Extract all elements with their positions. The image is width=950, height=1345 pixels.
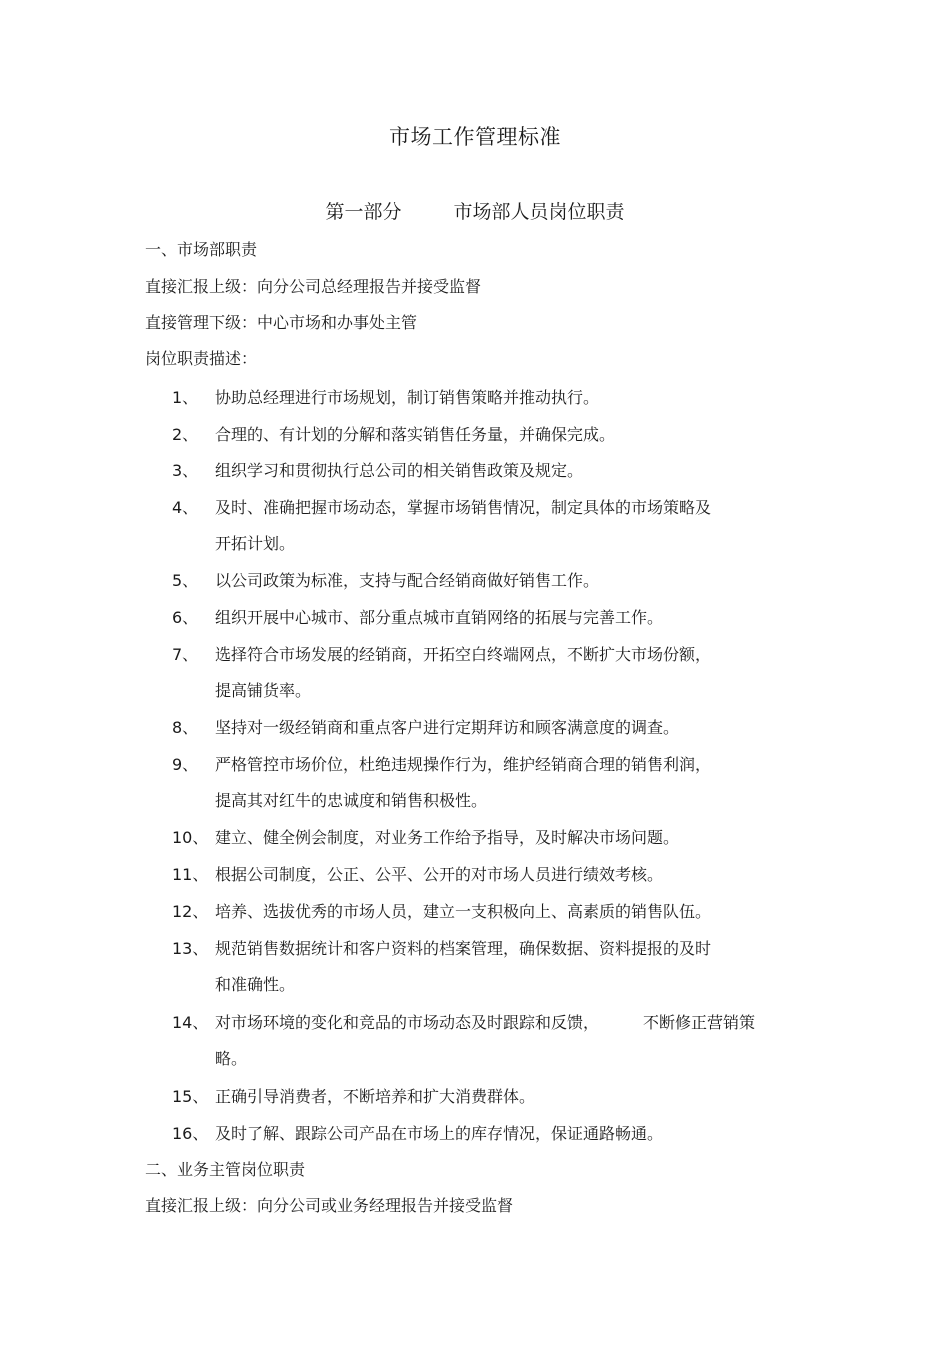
duty-item-14 bbox=[172, 1011, 755, 1035]
duty-item-number: 9、 bbox=[172, 755, 199, 774]
section2-heading: 二、业务主管岗位职责 bbox=[145, 1160, 306, 1179]
duty-item-text: 以公司政策为标准，支持与配合经销商做好销售工作。 bbox=[215, 571, 600, 590]
duty-item-number: 15、 bbox=[172, 1087, 209, 1106]
duty-item-text: 规范销售数据统计和客户资料的档案管理，确保数据、资料提报的及时 bbox=[215, 939, 712, 958]
duty-item-text: 及时、准确把握市场动态，掌握市场销售情况，制定具体的市场策略及 bbox=[215, 498, 712, 517]
duty-item-text: 根据公司制度，公正、公平、公开的对市场人员进行绩效考核。 bbox=[215, 865, 664, 884]
duty-item-number: 4、 bbox=[172, 498, 199, 517]
section1-manage: 直接管理下级：中心市场和办事处主管 bbox=[145, 313, 418, 332]
duty-item-number: 7、 bbox=[172, 645, 199, 664]
duty-item-16 bbox=[172, 1122, 663, 1146]
section1-desc-label: 岗位职责描述： bbox=[145, 349, 258, 368]
duty-item-text: 合理的、有计划的分解和落实销售任务量，并确保完成。 bbox=[215, 425, 616, 444]
duty-item-7-continuation: 提高铺货率。 bbox=[215, 681, 312, 700]
duty-item-15 bbox=[172, 1085, 535, 1109]
duty-item-4-continuation: 开拓计划。 bbox=[215, 534, 296, 553]
duty-item-number: 13、 bbox=[172, 939, 209, 958]
part-name: 市场部人员岗位职责 bbox=[453, 201, 625, 223]
duty-item-7 bbox=[172, 643, 711, 667]
duty-item-9-continuation: 提高其对红牛的忠诚度和销售积极性。 bbox=[215, 791, 488, 810]
duty-item-text: 对市场环境的变化和竞品的市场动态及时跟踪和反馈， bbox=[215, 1013, 600, 1032]
duty-item-number: 2、 bbox=[172, 425, 199, 444]
part-label: 第一部分 bbox=[325, 201, 402, 223]
duty-item-5 bbox=[172, 569, 599, 593]
duty-item-13 bbox=[172, 937, 711, 961]
duty-item-text-2: 不断修正营销策 bbox=[643, 1013, 756, 1032]
duty-item-number: 3、 bbox=[172, 461, 199, 480]
duty-item-number: 10、 bbox=[172, 828, 209, 847]
section1-report-to: 直接汇报上级：向分公司总经理报告并接受监督 bbox=[145, 277, 482, 296]
duty-item-13-continuation: 和准确性。 bbox=[215, 975, 296, 994]
duty-item-12 bbox=[172, 900, 711, 924]
duty-item-number: 5、 bbox=[172, 571, 199, 590]
duty-item-text: 选择符合市场发展的经销商，开拓空白终端网点，不断扩大市场份额， bbox=[215, 645, 712, 664]
duty-item-text: 建立、健全例会制度，对业务工作给予指导，及时解决市场问题。 bbox=[215, 828, 680, 847]
section2-report-to: 直接汇报上级：向分公司或业务经理报告并接受监督 bbox=[145, 1196, 514, 1215]
duty-item-3 bbox=[172, 459, 583, 483]
duty-item-text: 协助总经理进行市场规划，制订销售策略并推动执行。 bbox=[215, 388, 600, 407]
duty-item-4 bbox=[172, 496, 711, 520]
duty-item-text: 培养、选拔优秀的市场人员，建立一支积极向上、高素质的销售队伍。 bbox=[215, 902, 712, 921]
duty-item-2 bbox=[172, 423, 615, 447]
duty-item-8 bbox=[172, 716, 679, 740]
duty-item-11 bbox=[172, 863, 663, 887]
duty-item-9 bbox=[172, 753, 711, 777]
duty-item-1 bbox=[172, 386, 599, 410]
duty-item-number: 8、 bbox=[172, 718, 199, 737]
duty-item-number: 12、 bbox=[172, 902, 209, 921]
duty-item-text: 坚持对一级经销商和重点客户进行定期拜访和顾客满意度的调查。 bbox=[215, 718, 680, 737]
duty-item-number: 16、 bbox=[172, 1124, 209, 1143]
duty-item-number: 1、 bbox=[172, 388, 199, 407]
duty-item-number: 14、 bbox=[172, 1013, 209, 1032]
part-title bbox=[0, 198, 950, 226]
duty-item-10 bbox=[172, 826, 679, 850]
duty-item-6 bbox=[172, 606, 663, 630]
duty-item-text: 严格管控市场价位，杜绝违规操作行为，维护经销商合理的销售利润， bbox=[215, 755, 712, 774]
duty-item-text: 及时了解、跟踪公司产品在市场上的库存情况，保证通路畅通。 bbox=[215, 1124, 664, 1143]
document-title: 市场工作管理标准 bbox=[389, 125, 561, 149]
duty-item-text: 正确引导消费者，不断培养和扩大消费群体。 bbox=[215, 1087, 536, 1106]
section1-heading: 一、市场部职责 bbox=[145, 240, 258, 259]
duty-item-number: 6、 bbox=[172, 608, 199, 627]
duty-item-text: 组织学习和贯彻执行总公司的相关销售政策及规定。 bbox=[215, 461, 584, 480]
duty-item-number: 11、 bbox=[172, 865, 209, 884]
duty-item-text: 组织开展中心城市、部分重点城市直销网络的拓展与完善工作。 bbox=[215, 608, 664, 627]
duty-item-14-continuation: 略。 bbox=[215, 1049, 248, 1068]
